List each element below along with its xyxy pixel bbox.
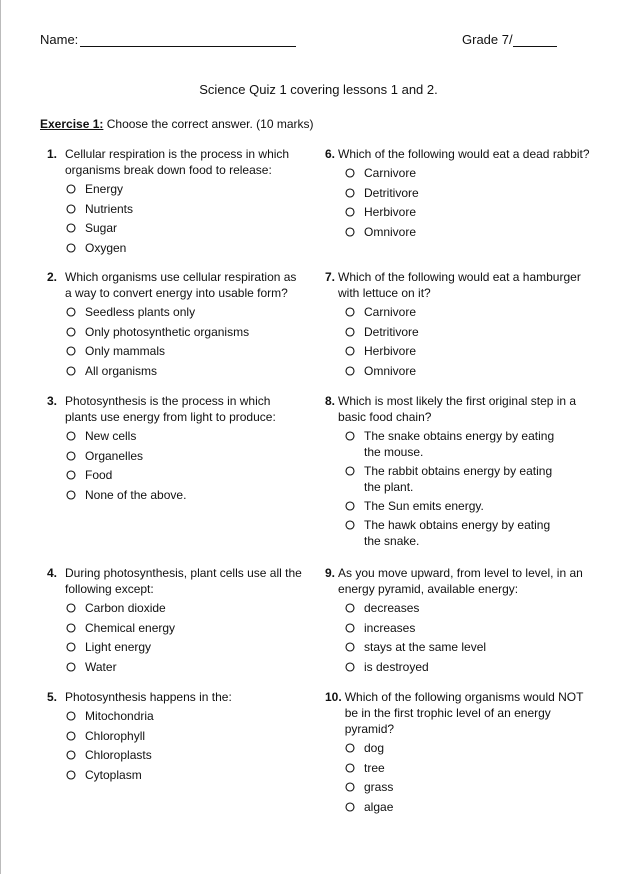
option-label: Detritivore [364, 185, 419, 200]
question-number: 7. [325, 270, 336, 284]
radio-circle-icon[interactable] [345, 743, 355, 753]
option-label: The Sun emits energy. [364, 499, 484, 513]
question-number: 6. [325, 147, 336, 161]
question-5 [47, 689, 305, 786]
answer-option[interactable] [345, 428, 560, 460]
answer-option[interactable] [345, 659, 587, 679]
answer-option[interactable] [66, 487, 305, 507]
radio-circle-icon[interactable] [345, 623, 355, 633]
question-number: 8. [325, 394, 336, 408]
answer-options [345, 600, 587, 678]
question-text: Which of the following would eat a hamburger with lettuce on it? [338, 270, 581, 300]
answer-options [66, 304, 305, 382]
answer-option[interactable] [345, 600, 587, 620]
answer-option[interactable] [66, 240, 302, 260]
option-label: The rabbit obtains energy by eating the plant. [364, 464, 553, 494]
answer-option[interactable] [66, 639, 305, 659]
radio-circle-icon[interactable] [66, 662, 76, 672]
option-label: Herbivore [364, 205, 417, 219]
question-text: Photosynthesis happens in the: [65, 690, 232, 704]
quiz-title-row [1, 82, 625, 97]
radio-circle-icon[interactable] [66, 642, 76, 652]
answer-option[interactable] [345, 760, 587, 780]
question-stem [325, 689, 587, 737]
answer-options [66, 708, 305, 786]
answer-option[interactable] [66, 363, 305, 383]
question-stem [47, 393, 305, 425]
question-number: 5. [47, 690, 58, 704]
radio-circle-icon[interactable] [66, 451, 76, 461]
grade-field [462, 32, 557, 47]
answer-option[interactable] [345, 165, 595, 185]
question-stem [325, 393, 583, 425]
radio-circle-icon[interactable] [66, 346, 76, 356]
answer-option[interactable] [66, 767, 305, 787]
answer-options [345, 740, 587, 818]
option-label: Mitochondria [85, 709, 154, 723]
radio-circle-icon[interactable] [345, 307, 355, 317]
radio-circle-icon[interactable] [345, 168, 355, 178]
answer-option[interactable] [66, 201, 302, 221]
question-6 [325, 146, 595, 243]
answer-options [345, 304, 587, 382]
option-label: Chlorophyll [85, 728, 146, 743]
answer-option[interactable] [66, 220, 302, 240]
radio-circle-icon[interactable] [345, 346, 355, 356]
radio-circle-icon[interactable] [66, 184, 76, 194]
answer-option[interactable] [66, 448, 305, 468]
option-label: tree [364, 760, 385, 775]
question-number: 1. [47, 147, 58, 161]
radio-circle-icon[interactable] [345, 520, 355, 530]
answer-options [345, 428, 583, 549]
answer-option[interactable] [66, 708, 305, 728]
radio-circle-icon[interactable] [345, 431, 355, 441]
answer-option[interactable] [345, 620, 587, 640]
answer-options [66, 428, 305, 506]
answer-option[interactable] [345, 799, 587, 819]
answer-option[interactable] [345, 740, 587, 760]
grade-blank-line[interactable] [513, 34, 557, 47]
radio-circle-icon[interactable] [345, 763, 355, 773]
option-label: Carnivore [364, 305, 417, 319]
exercise-instruction: Choose the correct answer. (10 marks) [106, 117, 314, 131]
answer-option[interactable] [345, 224, 595, 244]
option-label: Chemical energy [85, 620, 176, 635]
question-number: 10. [325, 690, 342, 704]
answer-option[interactable] [345, 463, 560, 495]
radio-circle-icon[interactable] [66, 770, 76, 780]
question-stem [325, 146, 595, 162]
radio-circle-icon[interactable] [345, 501, 355, 511]
answer-option[interactable] [345, 779, 587, 799]
question-text: Cellular respiration is the process in which organisms break down food to release: [65, 147, 290, 177]
answer-option[interactable] [66, 324, 305, 344]
answer-option[interactable] [345, 304, 587, 324]
radio-circle-icon[interactable] [345, 782, 355, 792]
radio-circle-icon[interactable] [66, 223, 76, 233]
exercise-label: Exercise 1: [40, 117, 104, 131]
radio-circle-icon[interactable] [66, 243, 76, 253]
question-number: 2. [47, 270, 58, 284]
option-label: None of the above. [85, 487, 187, 502]
option-label: Water [85, 659, 117, 674]
question-text: Which of the following would eat a dead rabbit? [338, 147, 590, 161]
answer-option[interactable] [66, 181, 302, 201]
option-label: Only mammals [85, 344, 166, 358]
option-label: Nutrients [85, 201, 134, 216]
radio-circle-icon[interactable] [66, 470, 76, 480]
answer-option[interactable] [66, 728, 305, 748]
question-stem [47, 565, 305, 597]
question-text: As you move upward, from level to level, in an energy pyramid, available energy: [338, 566, 583, 596]
option-label: All organisms [85, 363, 158, 378]
question-8 [325, 393, 583, 552]
answer-option[interactable] [66, 620, 305, 640]
answer-option[interactable] [345, 204, 595, 224]
question-text: Which is most likely the first original step in a basic food chain? [338, 394, 577, 424]
radio-circle-icon[interactable] [66, 307, 76, 317]
radio-circle-icon[interactable] [66, 750, 76, 760]
question-10 [325, 689, 587, 818]
option-label: increases [364, 620, 416, 635]
question-text: During photosynthesis, plant cells use all the following except: [65, 566, 302, 596]
question-number: 4. [47, 566, 58, 580]
option-label: decreases [364, 601, 420, 615]
radio-circle-icon[interactable] [66, 366, 76, 376]
name-field [40, 32, 296, 47]
option-label: The snake obtains energy by eating the mouse. [364, 429, 555, 459]
option-label: Sugar [85, 221, 118, 235]
option-label: Carbon dioxide [85, 601, 166, 615]
option-label: Omnivore [364, 363, 417, 378]
option-label: grass [364, 780, 394, 794]
radio-circle-icon[interactable] [66, 490, 76, 500]
answer-options [345, 165, 595, 243]
option-label: is destroyed [364, 659, 429, 674]
question-9 [325, 565, 587, 678]
radio-circle-icon[interactable] [66, 204, 76, 214]
option-label: Herbivore [364, 344, 417, 358]
radio-circle-icon[interactable] [345, 227, 355, 237]
answer-option[interactable] [66, 428, 305, 448]
question-text: Which of the following organisms would NOT be in the first trophic level of an energy pyramid? [344, 690, 584, 736]
option-label: Omnivore [364, 224, 417, 239]
option-label: Seedless plants only [85, 305, 196, 319]
radio-circle-icon[interactable] [345, 603, 355, 613]
option-label: stays at the same level [364, 640, 487, 654]
option-label: dog [364, 741, 385, 755]
question-text: Photosynthesis is the process in which plants use energy from light to produce: [65, 394, 276, 424]
answer-option[interactable] [345, 185, 595, 205]
answer-option[interactable] [66, 343, 305, 363]
radio-circle-icon[interactable] [345, 327, 355, 337]
radio-circle-icon[interactable] [66, 431, 76, 441]
question-4 [47, 565, 305, 678]
radio-circle-icon[interactable] [345, 662, 355, 672]
option-label: Organelles [85, 448, 144, 463]
answer-option[interactable] [345, 363, 587, 383]
question-text: Which organisms use cellular respiration as a way to convert energy into usable form? [65, 270, 297, 300]
answer-option[interactable] [66, 600, 305, 620]
option-label: algae [364, 799, 394, 814]
radio-circle-icon[interactable] [66, 711, 76, 721]
radio-circle-icon[interactable] [345, 466, 355, 476]
question-stem [325, 565, 587, 597]
option-label: Light energy [85, 640, 152, 654]
answer-option[interactable] [66, 747, 305, 767]
answer-option[interactable] [345, 639, 587, 659]
option-label: Cytoplasm [85, 767, 142, 782]
radio-circle-icon[interactable] [66, 623, 76, 633]
question-7 [325, 269, 587, 382]
grade-label: Grade 7/ [462, 32, 513, 47]
question-1 [47, 146, 302, 259]
option-label: Only photosynthetic organisms [85, 324, 250, 339]
answer-option[interactable] [66, 467, 305, 487]
name-blank-line[interactable] [80, 34, 296, 47]
answer-options [66, 181, 302, 259]
option-label: Carnivore [364, 166, 417, 180]
question-stem [47, 146, 302, 178]
option-label: Food [85, 468, 113, 482]
option-label: The hawk obtains energy by eating the snake. [364, 518, 551, 548]
quiz-title: Science Quiz 1 covering lessons 1 and 2. [199, 82, 438, 97]
radio-circle-icon[interactable] [345, 366, 355, 376]
question-stem [47, 269, 305, 301]
answer-option[interactable] [66, 304, 305, 324]
option-label: New cells [85, 429, 137, 443]
answer-options [66, 600, 305, 678]
option-label: Energy [85, 182, 124, 196]
option-label: Detritivore [364, 324, 419, 339]
answer-option[interactable] [345, 324, 587, 344]
radio-circle-icon[interactable] [345, 642, 355, 652]
radio-circle-icon[interactable] [66, 603, 76, 613]
radio-circle-icon[interactable] [345, 188, 355, 198]
answer-option[interactable] [345, 343, 587, 363]
question-number: 3. [47, 394, 58, 408]
answer-option[interactable] [345, 517, 560, 549]
option-label: Oxygen [85, 240, 127, 255]
question-2 [47, 269, 305, 382]
option-label: Chloroplasts [85, 748, 152, 762]
radio-circle-icon[interactable] [345, 207, 355, 217]
question-3 [47, 393, 305, 506]
radio-circle-icon[interactable] [345, 802, 355, 812]
radio-circle-icon[interactable] [66, 731, 76, 741]
question-stem [47, 689, 305, 705]
answer-option[interactable] [345, 498, 560, 514]
exercise-heading [40, 117, 313, 131]
question-number: 9. [325, 566, 336, 580]
radio-circle-icon[interactable] [66, 327, 76, 337]
question-stem [325, 269, 587, 301]
name-label: Name: [40, 32, 79, 47]
answer-option[interactable] [66, 659, 305, 679]
